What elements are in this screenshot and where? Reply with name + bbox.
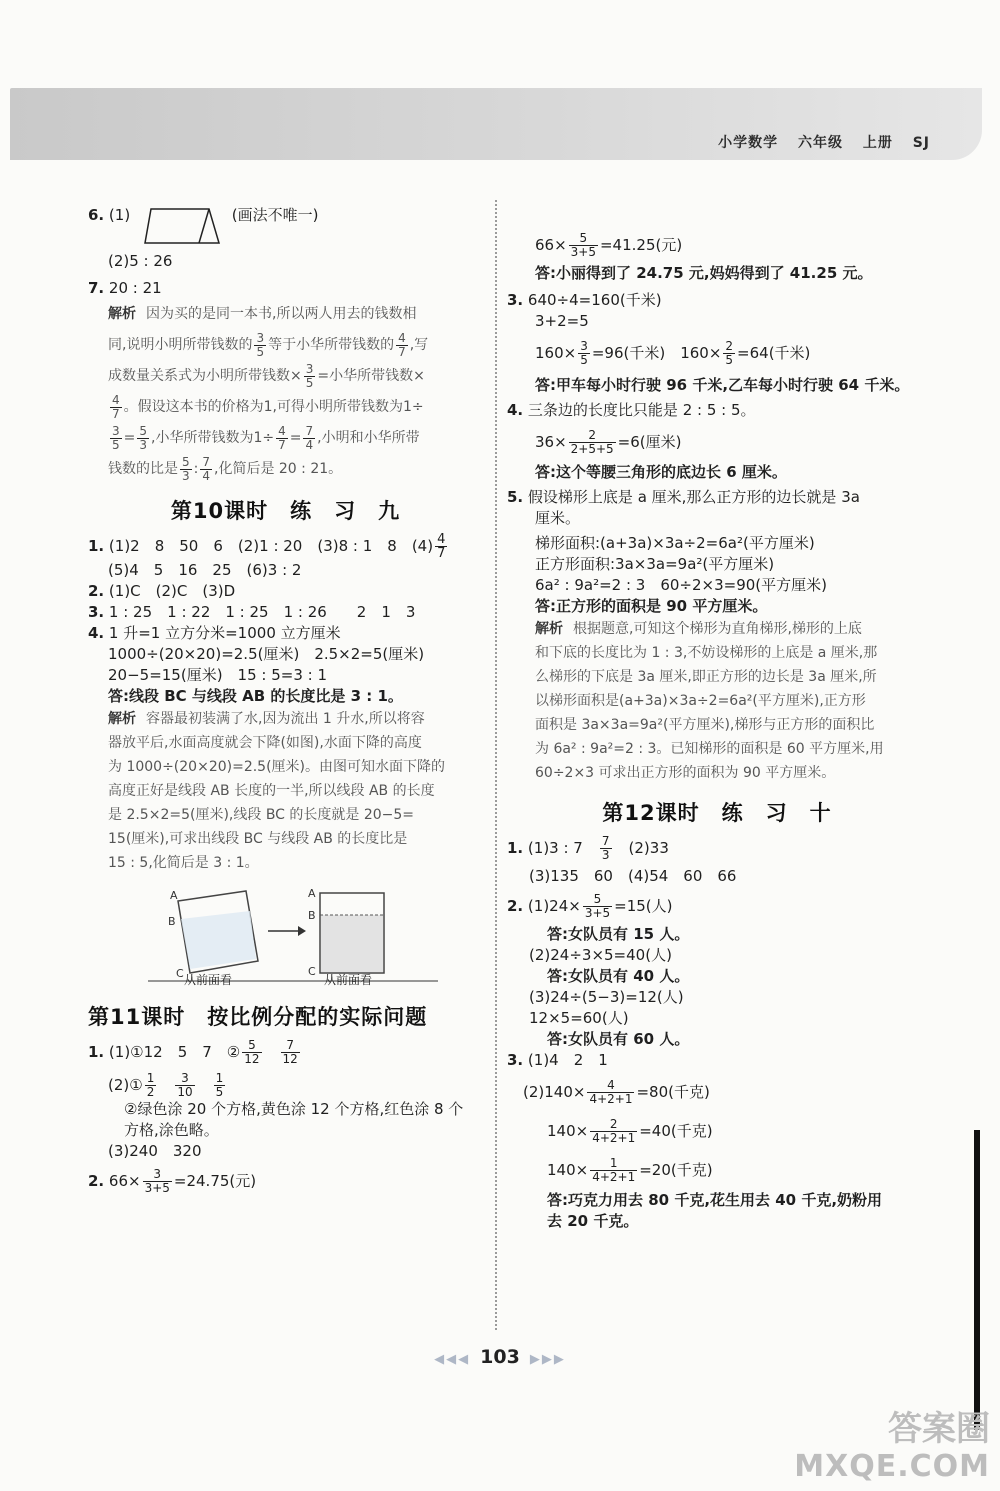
q7-answer: 7. 20 : 21 bbox=[88, 279, 162, 297]
page-edge-shadow bbox=[974, 1130, 980, 1430]
svg-text:B: B bbox=[168, 915, 176, 928]
figure-caption-right: 从前面看 bbox=[324, 973, 373, 987]
volume-label: 上册 bbox=[862, 135, 893, 151]
q7-explanation: 解析 因为买的是同一本书,所以两人用去的钱数相 同,说明小明所带钱数的 $\frac{3}{5}$ 等于小华所带钱数的 $\frac{4}{7}$ ,写 成数量关系式为小明所带钱数× $\frac{3}{5}$ =小华所带钱数× $\frac{4}{7}$ 。假设这本书的价格为1,可得小明所带钱数为1÷ $\frac{3}{5}$ = $\frac{5}{3}$ ,小华所带钱数为1÷ $\frac{4}{7}$ = $\frac{7}{4}$ ,小明和小华所带 钱数的比是 $\frac{5}{3}$ : $\frac{7}{4}$ ,化简后是 20 : 21。 bbox=[108, 306, 429, 483]
q6-line2: (2)5 : 26 bbox=[108, 252, 173, 270]
section-12-answers: 1. (1)3 : 7 $\frac{7}{3}$ (2)33 (3)135 60 (4)54 60 66 2. (1)24× $\frac{5}{3+5}$ =15(人) 答:女队员有 15 人。 (2)24÷3×5=40(人) 答:女队员有 40 人。 (3)24÷(5−3)=12(人) 12×5=60(人) 答:女队员有 60 人。 3. (1)4 2 1 (2)140× $\frac{4}{4+2+1}$ =80(千克) 140× $\frac{2}{4+2+1}$ =40(千克) 140× $\frac{1}{4+2+1}$ =20(千克) 答:巧克力用去 80 千克,花生用去 40 千克,奶粉用 去 20 千克。 bbox=[507, 834, 883, 1230]
next-arrows-icon: ▶▶▶ bbox=[529, 1352, 566, 1367]
section-title-12: 第12课时 练 习 十 bbox=[602, 801, 832, 825]
prev-arrows-icon: ◀◀◀ bbox=[434, 1352, 471, 1367]
column-divider bbox=[495, 200, 497, 1330]
parallelogram-drawing bbox=[141, 205, 221, 247]
section-11-answers: 1. (1)①12 5 7 ② $\frac{5}{12}$ $\frac{7}{12}$ (2)① $\frac{1}{2}$ $\frac{3}{10}$ $\frac{1}{5}$ ②绿色涂 20 个方格,黄色涂 12 个方格,红色涂 8 个 方格,涂色略。 (3)240 320 2. 66× $\frac{3}{3+5}$ =24.75(元) bbox=[88, 1038, 464, 1195]
page-number: ◀◀◀ 103 ▶▶▶ bbox=[434, 1346, 566, 1368]
grade-label: 六年级 bbox=[797, 135, 843, 151]
svg-text:B: B bbox=[308, 909, 316, 922]
left-column bbox=[88, 205, 483, 1195]
svg-text:A: A bbox=[170, 889, 178, 902]
book-header bbox=[704, 132, 930, 152]
edition-label: SJ bbox=[912, 135, 930, 151]
section-title-10: 第10课时 练 习 九 bbox=[170, 499, 401, 523]
svg-text:C: C bbox=[308, 965, 316, 978]
svg-text:C: C bbox=[176, 967, 184, 980]
section-title-11: 第11课时 按比例分配的实际问题 bbox=[88, 1005, 428, 1029]
container-figure bbox=[88, 881, 483, 991]
section-10-answers: 1. (1)2 8 50 6 (2)1 : 20 (3)8 : 1 8 (4) $\frac{4}{7}$ (5)4 5 16 25 (6)3 : 2 2. (1)C (2)C (3)D 3. 1 : 25 1 : 22 1 : 25 1 : 26 2 1 3 4. 1 升=1 立方分米=1000 立方厘米 1000÷(20×20)=2.5(厘米) 2.5×2=5(厘米) 20−5=15(厘米) 15 : 5=3 : 1 答:线段 BC 与线段 AB 的长度比是 3 : 1。 解析 容器最初装满了水,因为流出 1 升水,所以将容 器放平后,水面高度就会下降(如图),水面下降的高度 为 1000÷(20×20)=2.5(厘米)。由图可知水面下降的 高度正好是线段 AB 长度的一半,所以线段 AB 的长度 是 2.5×2=5(厘米),线段 BC 的长度就是 20−5= 15(厘米),可求出线段 BC 与线段 AB 的长度比是 15 : 5,化简后是 3 : 1。 bbox=[88, 532, 446, 871]
figure-caption-left: 从前面看 bbox=[184, 973, 233, 987]
right-column: 66× $\frac{5}{3+5}$ =41.25(元) 答:小丽得到了 24.75 元,妈妈得到了 41.25 元。 3. 640÷4=160(千米) 3+2=5 160× $\frac{3}{5}$ =96(千米) 160× $\frac{2}{5}$ =64(千米) 答:甲车每小时行驶 96 千米,乙车每小时行驶 64 千米。 4. 三条边的长度比只能是 2 : 5 : 5。 36× $\frac{2}{2+5+5}$ =6(厘米) 答:这个等腰三角形的底边长 6 厘米。 5. 假设梯形上底是 a 厘米,那么正方形的边长就是 3a 厘米。 梯形面积:(a+3a)×3a÷2=6a²(平方厘米) 正方形面积:3a×3a=9a²(平方厘米) 6a² : 9a²=2 : 3 60÷2×3=90(平方厘米) 答:正方形的面积是 90 平方厘米。 解析 根据题意,可知这个梯形为直角梯形,梯形的上底 和下底的长度比为 1 : 3,不妨设梯形的上底是 a 厘米,那 么梯形的下底是 3a 厘米,即正方形的边长是 3a 厘米,所 以梯形面积是(a+3a)×3a÷2=6a²(平方厘米),正方形 面积是 3a×3a=9a²(平方厘米),梯形与正方形的面积比 为 6a² : 9a²=2 : 3。已知梯形的面积是 60 平方厘米,用 60÷2×3 可求出正方形的面积为 90 平方厘米。 第12课时 练 习 十 1. (1)3 : 7 $\frac{7}{3}$ (2)33 (3)135 60 (4)54 60 66 2. (1)24× $\frac{5}{3+5}$ =15(人) 答:女队员有 15 人。 (2)24÷3×5=40(人) 答:女队员有 40 人。 (3)24÷(5−3)=12(人) 12×5=60(人) 答:女队员有 60 人。 3. (1)4 2 1 (2)140× $\frac{4}{4+2+1}$ =80(千克) 140× $\frac{2}{4+2+1}$ =40(千克) 140× $\frac{1}{4+2+1}$ =20(千克) 答:巧克力用去 80 千克,花生用去 40 千克,奶粉用 去 20 千克。 bbox=[507, 232, 927, 1232]
site-watermark: 答案圈 MXQE.COM bbox=[794, 1409, 990, 1484]
subject-label: 小学数学 bbox=[718, 135, 779, 151]
q6-line1: 6. (1) (画法不唯一) bbox=[88, 205, 483, 245]
svg-text:A: A bbox=[308, 887, 316, 900]
